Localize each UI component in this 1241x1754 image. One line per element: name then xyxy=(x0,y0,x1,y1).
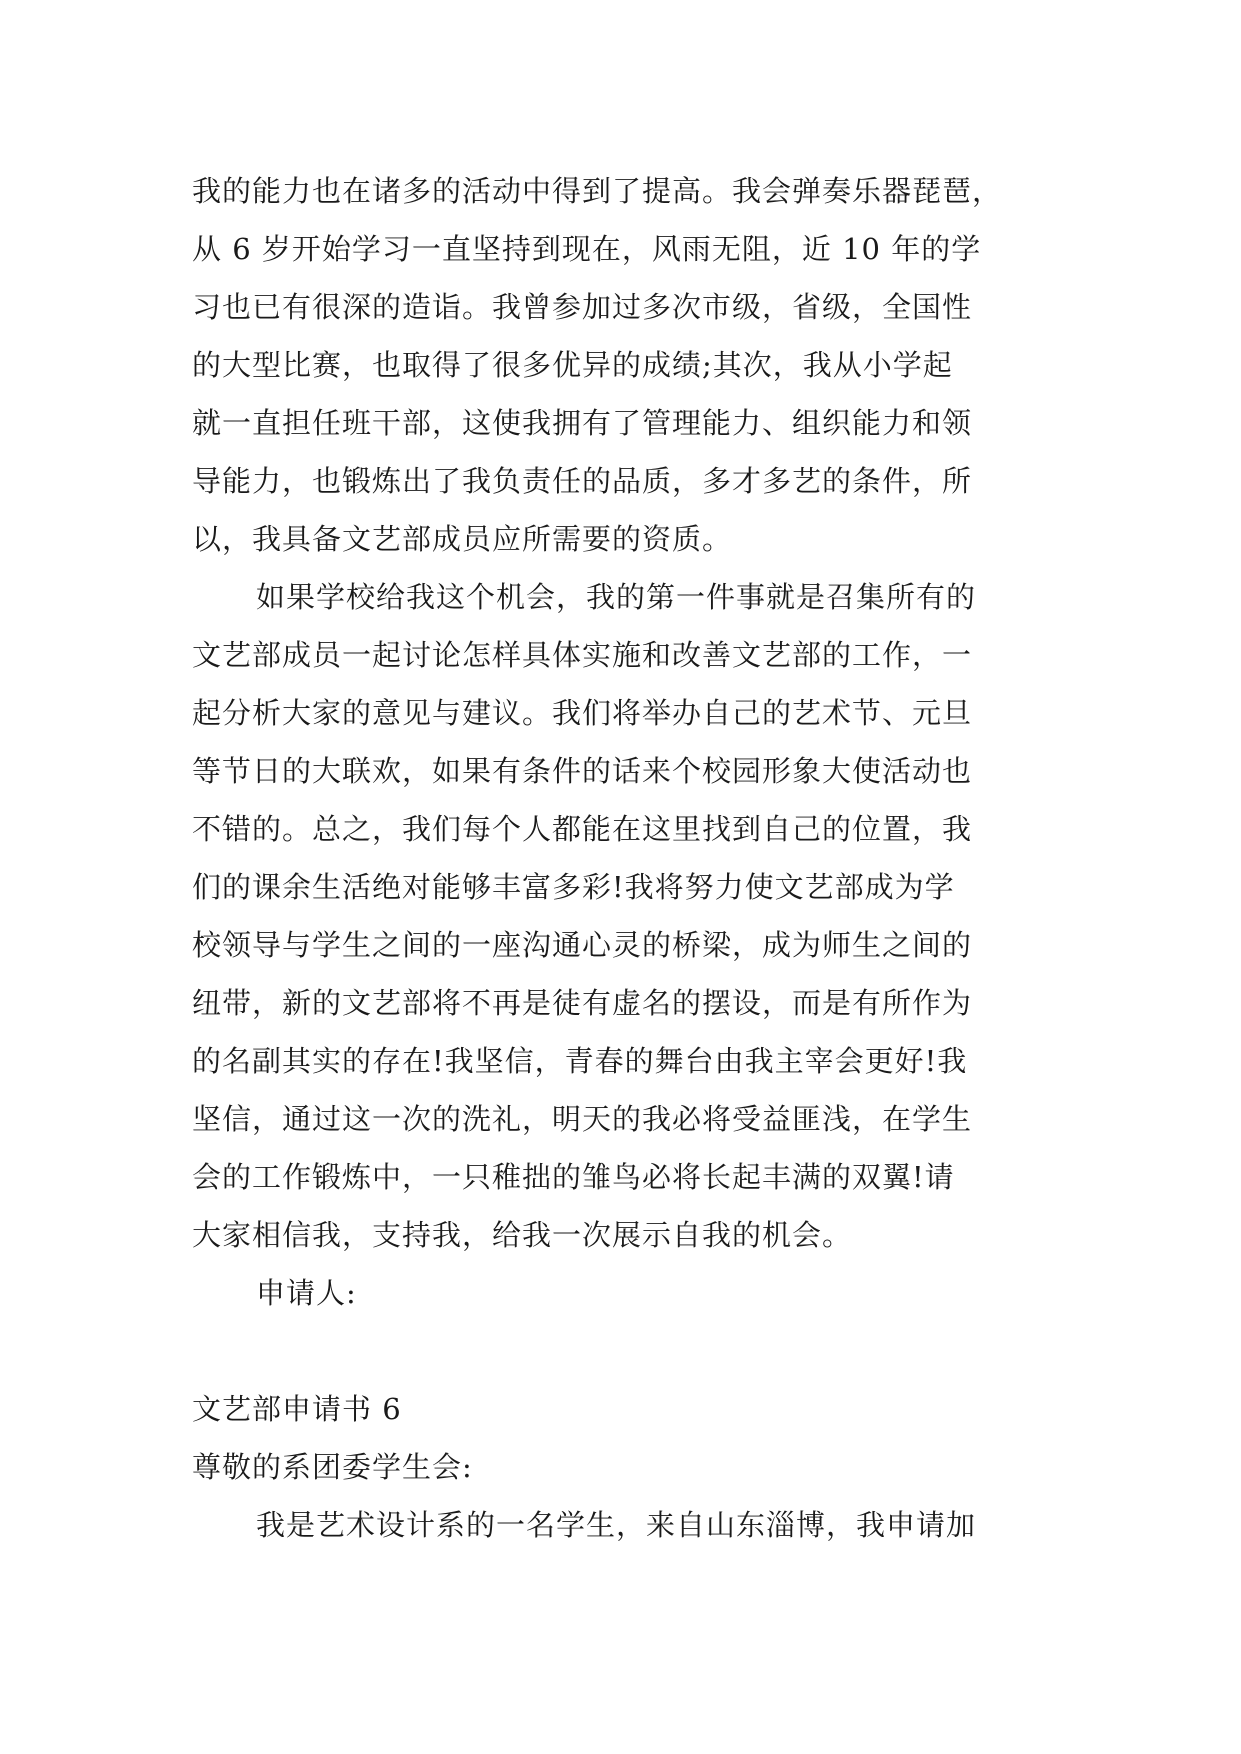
paragraph-line: 不错的。总之，我们每个人都能在这里找到自己的位置，我 xyxy=(192,812,973,846)
paragraph-line: 如果学校给我这个机会，我的第一件事就是召集所有的 xyxy=(256,580,977,614)
paragraph-qualifications xyxy=(192,162,1052,568)
paragraph-line: 从 6 岁开始学习一直坚持到现在，风雨无阻，近 10 年的学 xyxy=(192,232,982,266)
paragraph-line: 习也已有很深的造诣。我曾参加过多次市级，省级，全国性 xyxy=(192,290,973,324)
paragraph-line: 等节日的大联欢，如果有条件的话来个校园形象大使活动也 xyxy=(192,754,973,788)
paragraph-line: 文艺部成员一起讨论怎样具体实施和改善文艺部的工作，一 xyxy=(192,638,973,672)
paragraph-line: 校领导与学生之间的一座沟通心灵的桥梁，成为师生之间的 xyxy=(192,928,973,962)
paragraph-line: 纽带，新的文艺部将不再是徒有虚名的摆设，而是有所作为 xyxy=(192,986,973,1020)
paragraph-plans xyxy=(192,568,1052,1264)
paragraph-line: 的大型比赛，也取得了很多优异的成绩;其次，我从小学起 xyxy=(192,348,953,382)
paragraph-line: 我的能力也在诸多的活动中得到了提高。我会弹奏乐器琵琶， xyxy=(192,174,1003,208)
paragraph-line: 以，我具备文艺部成员应所需要的资质。 xyxy=(192,522,733,556)
signature-line: 申请人: xyxy=(256,1276,357,1310)
paragraph-line: 就一直担任班干部，这使我拥有了管理能力、组织能力和领 xyxy=(192,406,973,440)
salutation: 尊敬的系团委学生会: xyxy=(192,1450,473,1484)
paragraph-line: 的名副其实的存在!我坚信，青春的舞台由我主宰会更好!我 xyxy=(192,1044,968,1078)
document-body xyxy=(192,162,1052,1554)
paragraph-line: 我是艺术设计系的一名学生，来自山东淄博，我申请加 xyxy=(256,1508,977,1542)
paragraph-line: 起分析大家的意见与建议。我们将举办自己的艺术节、元旦 xyxy=(192,696,973,730)
section-title: 文艺部申请书 6 xyxy=(192,1392,402,1426)
blank-line xyxy=(192,1322,1052,1380)
paragraph-line: 坚信，通过这一次的洗礼，明天的我必将受益匪浅，在学生 xyxy=(192,1102,973,1136)
paragraph-line: 大家相信我，支持我，给我一次展示自我的机会。 xyxy=(192,1218,853,1252)
paragraph-line: 们的课余生活绝对能够丰富多彩!我将努力使文艺部成为学 xyxy=(192,870,955,904)
paragraph-line: 导能力，也锻炼出了我负责任的品质，多才多艺的条件，所 xyxy=(192,464,973,498)
paragraph-line: 会的工作锻炼中，一只稚拙的雏鸟必将长起丰满的双翼!请 xyxy=(192,1160,955,1194)
